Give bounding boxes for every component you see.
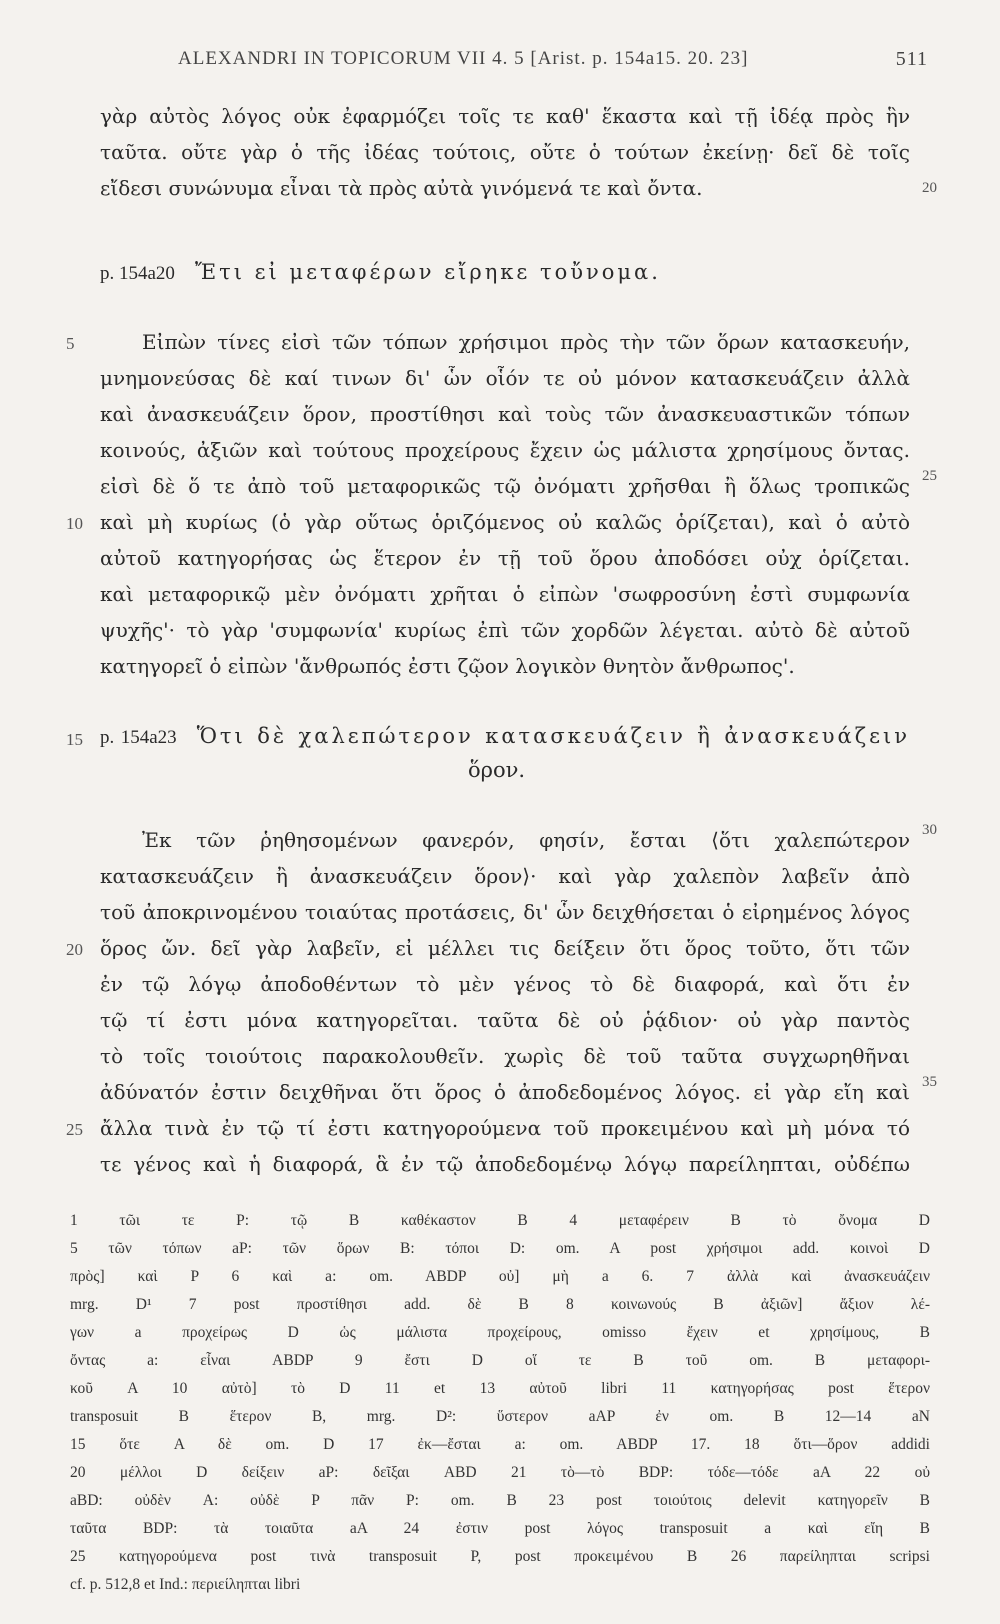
apparatus-line: 15 ὅτε A δὲ om. D 17 ἐκ—ἔσται a: om. ABDP 17. 18 ὅτι—ὅρον addidi bbox=[70, 1436, 930, 1453]
text-line: καὶ μεταφορικῷ μὲν ὀνόματι χρῆται ὁ εἰπὼν 'σωφροσύνη ἐστὶ συμφωνία bbox=[100, 582, 910, 606]
lemma-heading bbox=[100, 260, 910, 285]
apparatus-line: 20 μέλλοι D δείξειν aP: δεῖξαι ABD 21 τὸ—τὸ BDP: τόδε—τόδε aA 22 οὐ bbox=[70, 1464, 930, 1481]
text-line: κατασκευάζειν ἢ ἀνασκευάζειν ὅρον⟩· καὶ γὰρ χαλεπὸν λαβεῖν ἀπὸ bbox=[100, 864, 910, 888]
line-number-right: 30 bbox=[922, 822, 937, 838]
apparatus-line: cf. p. 512,8 et Ind.: περιείληπται libri bbox=[70, 1576, 301, 1593]
apparatus-line: ὄντας a: εἶναι ABDP 9 ἔστι D οἵ τε B τοῦ om. B μεταφορι- bbox=[70, 1352, 930, 1369]
text-line: Εἰπὼν τίνες εἰσὶ τῶν τόπων χρήσιμοι πρὸς τὴν τῶν ὅρων κατασκευήν, bbox=[142, 330, 910, 354]
apparatus-line: ταῦτα BDP: τὰ τοιαῦτα aA 24 ἐστιν post λόγος transposuit a καὶ εἴη B bbox=[70, 1520, 930, 1537]
text-line: ἄλλα τινὰ ἐν τῷ τί ἐστι κατηγορούμενα τοῦ προκειμένου καὶ μὴ μόνα τό bbox=[100, 1116, 910, 1140]
line-number-right: 25 bbox=[922, 468, 937, 484]
text-line: κατηγορεῖ ὁ εἰπὼν 'ἄνθρωπός ἐστι ζῷον λογικὸν θνητὸν ἄνθρωπος'. bbox=[100, 654, 795, 678]
lemma-continuation: ὅρον. bbox=[468, 758, 526, 782]
page-number: 511 bbox=[895, 48, 928, 70]
line-number-left: 15 bbox=[66, 730, 83, 749]
line-number-right: 20 bbox=[922, 180, 937, 196]
text-line: τῷ τί ἐστι μόνα κατηγορεῖται. ταῦτα δὲ οὐ ῥᾴδιον· οὐ γὰρ παντὸς bbox=[100, 1008, 910, 1032]
apparatus-line: mrg. D¹ 7 post προστίθησι add. δὲ B 8 κοινωνούς B ἀξιῶν] ἄξιον λέ- bbox=[70, 1296, 930, 1313]
lemma-text: Ὅτι δὲ χαλεπώτερον κατασκευάζειν ἢ ἀνασκευάζειν bbox=[196, 724, 910, 748]
text-line: εἴδεσι συνώνυμα εἶναι τὰ πρὸς αὐτὰ γινόμενά τε καὶ ὄντα. bbox=[100, 176, 703, 200]
line-number-left: 20 bbox=[66, 940, 83, 959]
apparatus-line: γων a προχείρως D ὡς μάλιστα προχείρους, omisso ἔχειν et χρησίμους, B bbox=[70, 1324, 930, 1341]
text-line: γὰρ αὐτὸς λόγος οὐκ ἐφαρμόζει τοῖς τε καθ' ἕκαστα καὶ τῇ ἰδέᾳ πρὸς ἣν bbox=[100, 104, 910, 128]
lemma-reference: p. 154a20 bbox=[100, 263, 175, 284]
text-line: μνημονεύσας δὲ καί τινων δι' ὧν οἷόν τε οὐ μόνον κατασκευάζειν ἀλλὰ bbox=[100, 366, 910, 390]
text-line: τε γένος καὶ ἡ διαφορά, ἃ ἐν τῷ ἀποδεδομένῳ λόγῳ παρείληπται, οὐδέπω bbox=[100, 1152, 910, 1176]
text-line: ἐν τῷ λόγῳ ἀποδοθέντων τὸ μὲν γένος τὸ δὲ διαφορά, καὶ ὅτι ἐν bbox=[100, 972, 910, 996]
text-line: ὅρος ὤν. δεῖ γὰρ λαβεῖν, εἰ μέλλει τις δείξειν ὅτι ὅρος τοῦτο, ὅτι τῶν bbox=[100, 936, 910, 960]
apparatus-line: 1 τῶι τε P: τῷ B καθέκαστον B 4 μεταφέρειν B τὸ ὄνομα D bbox=[70, 1212, 930, 1229]
text-line: ψυχῆς'· τὸ γὰρ 'συμφωνία' κυρίως ἐπὶ τῶν χορδῶν λέγεται. αὐτὸ δὲ αὐτοῦ bbox=[100, 618, 910, 642]
text-line: καὶ μὴ κυρίως (ὁ γὰρ οὕτως ὁριζόμενος οὐ καλῶς ὁρίζεται), καὶ ὁ αὐτὸ bbox=[100, 510, 910, 534]
text-line: καὶ ἀνασκευάζειν ὅρον, προστίθησι καὶ τοὺς τῶν ἀνασκευαστικῶν τόπων bbox=[100, 402, 910, 426]
apparatus-line: aBD: οὐδὲν A: οὐδὲ P πᾶν P: om. B 23 post τοιούτοις delevit κατηγορεῖν B bbox=[70, 1492, 930, 1509]
line-number-left: 25 bbox=[66, 1120, 83, 1139]
text-line: αὐτοῦ κατηγορήσας ὡς ἕτερον ἐν τῇ τοῦ ὅρου ἀποδόσει οὐχ ὁρίζεται. bbox=[100, 546, 910, 570]
apparatus-line: transposuit B ἕτερον B, mrg. D²: ὕστερον aAP ἐν om. B 12—14 aN bbox=[70, 1408, 930, 1425]
lemma-reference: p. 154a23 bbox=[100, 727, 177, 748]
lemma-text: Ἔτι εἰ μεταφέρων εἴρηκε τοὔνομα. bbox=[194, 260, 661, 284]
text-line: εἰσὶ δὲ ὅ τε ἀπὸ τοῦ μεταφορικῶς τῷ ὀνόματι χρῆσθαι ἢ ὅλως τροπικῶς bbox=[100, 474, 910, 498]
text-line: ἀδύνατόν ἐστιν δειχθῆναι ὅτι ὅρος ὁ ἀποδεδομένος λόγος. εἰ γὰρ εἴη καὶ bbox=[100, 1080, 910, 1104]
apparatus-line: 25 κατηγορούμενα post τινὰ transposuit P, post προκειμένου B 26 παρείληπται scripsi bbox=[70, 1548, 930, 1565]
text-line: Ἐκ τῶν ῥηθησομένων φανερόν, φησίν, ἔσται ⟨ὅτι χαλεπώτερον bbox=[142, 828, 910, 852]
text-line: ταῦτα. οὔτε γὰρ ὁ τῆς ἰδέας τούτοις, οὔτε ὁ τούτων ἐκείνῃ· δεῖ δὲ τοῖς bbox=[100, 140, 910, 164]
running-title: ALEXANDRI IN TOPICORUM VII 4. 5 [Arist. p. 154a15. 20. 23] bbox=[178, 48, 749, 69]
lemma-heading bbox=[100, 724, 910, 749]
text-line: κοινούς, ἀξιῶν καὶ τούτους προχείρους ἔχειν ὡς μάλιστα χρησίμους ὄντας. bbox=[100, 438, 910, 462]
apparatus-line: κοῦ A 10 αὐτὸ] τὸ D 11 et 13 αὐτοῦ libri 11 κατηγορήσας post ἕτερον bbox=[70, 1380, 930, 1397]
text-line: τὸ τοῖς τοιούτοις παρακολουθεῖν. χωρὶς δὲ τοῦ ταῦτα συγχωρηθῆναι bbox=[100, 1044, 910, 1068]
line-number-left: 10 bbox=[66, 514, 83, 533]
text-line: τοῦ ἀποκρινομένου τοιαύτας προτάσεις, δι' ὧν δειχθήσεται ὁ εἰρημένος λόγος bbox=[100, 900, 910, 924]
apparatus-line: 5 τῶν τόπων aP: τῶν ὅρων B: τόποι D: om. A post χρήσιμοι add. κοινοὶ D bbox=[70, 1240, 930, 1257]
line-number-left: 5 bbox=[66, 334, 75, 353]
apparatus-line: πρὸς] καὶ P 6 καὶ a: om. ABDP οὐ] μὴ a 6. 7 ἀλλὰ καὶ ἀνασκευάζειν bbox=[70, 1268, 930, 1285]
line-number-right: 35 bbox=[922, 1074, 937, 1090]
